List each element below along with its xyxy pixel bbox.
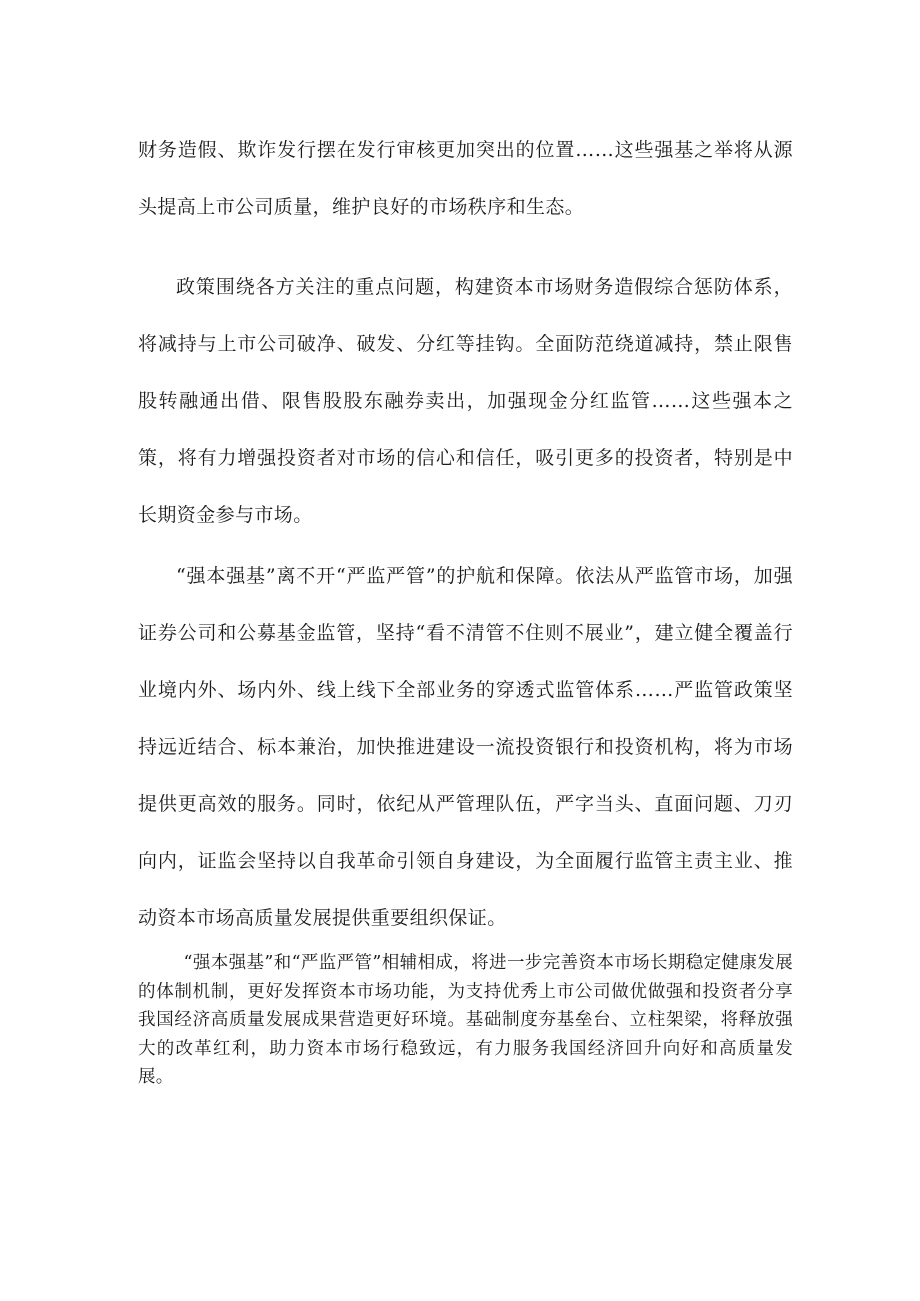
paragraph-conclusion: “强本强基”和“严监严管”相辅相成，将进一步完善资本市场长期稳定健康发展的体制机制，更好发挥资本市场功能，为支持优秀上市公司做优做强和投资者分享我国经济高质量发展成果营造更好环境。基础制度夯基垒台、立柱架梁，将释放强大的改革红利，助力资本市场行稳致远，有力服务我国经济回升向好和高质量发展。 xyxy=(138,953,793,1087)
paragraph-continuation: 财务造假、欺诈发行摆在发行审核更加突出的位置……这些强基之举将从源头提高上市公司质量，维护良好的市场秩序和生态。 xyxy=(138,139,793,218)
paragraph-policy-measures: 政策围绕各方关注的重点问题，构建资本市场财务造假综合惩防体系，将减持与上市公司破净、破发、分红等挂钩。全面防范绕道减持，禁止限售股转融通出借、限售股股东融券卖出，加强现金分红监管……这些强本之策，将有力增强投资者对市场的信心和信任，吸引更多的投资者，特别是中长期资金参与市场。 xyxy=(138,276,793,526)
paragraph-strict-supervision: “强本强基”离不开“严监严管”的护航和保障。依法从严监管市场，加强证券公司和公募基金监管，坚持“看不清管不住则不展业”，建立健全覆盖行业境内外、场内外、线上线下全部业务的穿透式监管体系……严监管政策坚持远近结合、标本兼治，加快推进建设一流投资银行和投资机构，将为市场提供更高效的服务。同时，依纪从严管理队伍，严字当头、直面问题、刀刃向内，证监会坚持以自我革命引领自身建设，为全面履行监管主责主业、推动资本市场高质量发展提供重要组织保证。 xyxy=(138,565,793,929)
